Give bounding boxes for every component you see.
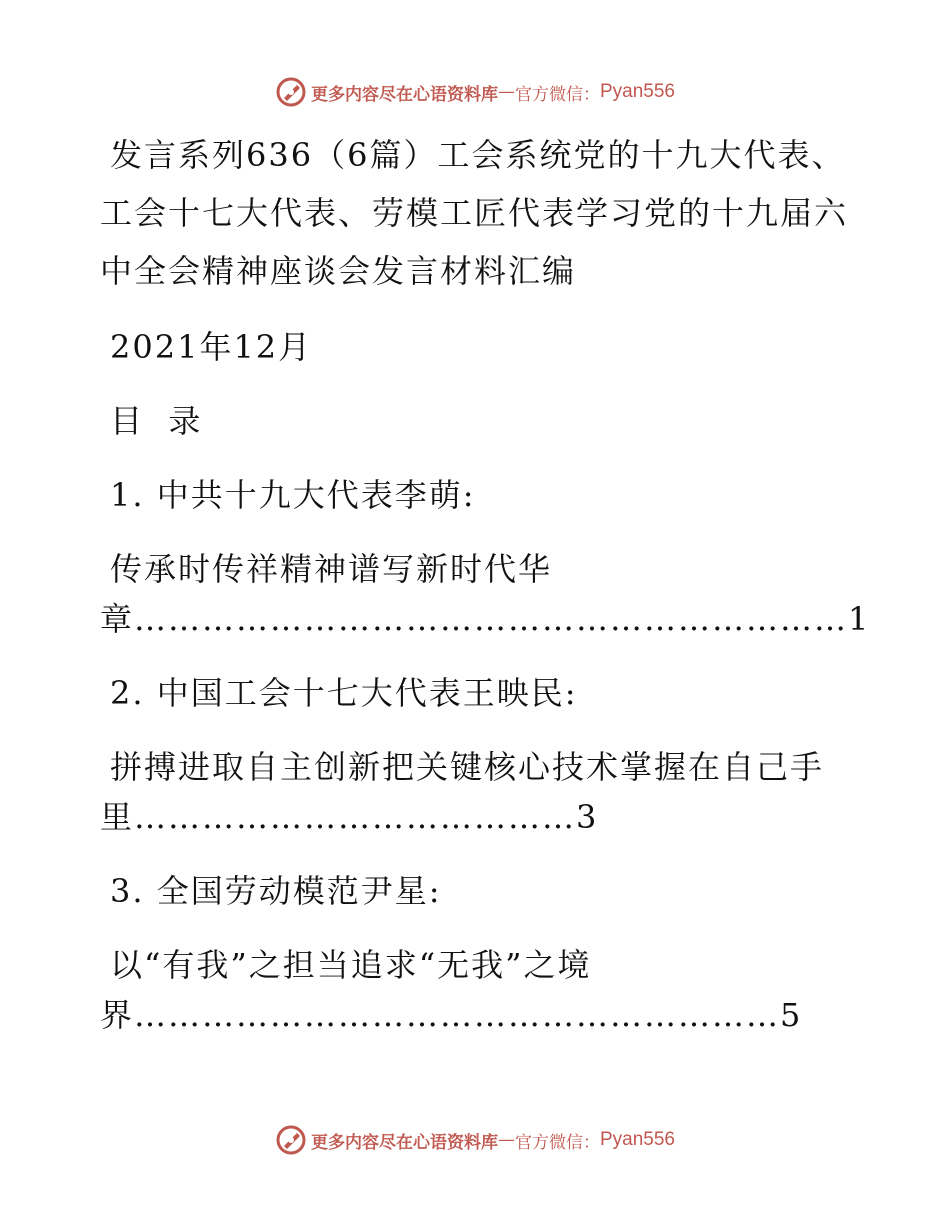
header-banner <box>0 72 950 112</box>
banner-wechat-id: Pyan556 <box>599 1129 675 1150</box>
toc-entry <box>100 470 871 644</box>
toc-leader-dots: ……………………………………………………… <box>134 600 849 638</box>
banner-wechat-label: 官方微信： <box>514 1132 600 1153</box>
toc-page-number: 5 <box>780 996 803 1034</box>
document-title: 发言系列636（6篇）工会系统党的十九大代表、工会十七大代表、劳模工匠代表学习党的十九届六中全会精神座谈会发言材料汇编 <box>100 136 849 290</box>
banner-slogan: 更多内容尽在心语资料库 <box>310 1132 498 1153</box>
banner-slogan: 更多内容尽在心语资料库 <box>310 84 498 105</box>
toc-heading: 目 录 <box>110 402 203 440</box>
toc-entry-title-end <box>100 990 860 1040</box>
toc-entry-title: 传承时传祥精神谱写新时代华 <box>110 550 553 588</box>
footer-banner <box>0 1120 950 1160</box>
banner-wechat-label: 官方微信： <box>514 84 600 105</box>
toc-entry-title-tail: 章 <box>100 600 135 638</box>
toc-page-number: 3 <box>576 798 599 836</box>
toc-leader-dots: ………………………………………………… <box>134 996 781 1034</box>
brand-logo-icon <box>275 1124 307 1156</box>
banner-dash: — <box>497 1130 515 1150</box>
document-date: 2021年12月 <box>110 328 313 366</box>
toc-leader-dots: ………………………………… <box>134 798 577 836</box>
toc-entry-title-end <box>100 594 871 644</box>
toc-entry <box>100 668 860 842</box>
banner-wechat-id: Pyan556 <box>599 81 675 102</box>
toc-entry <box>100 866 860 1040</box>
brand-logo-icon <box>275 76 307 108</box>
toc-entry-title-tail: 界 <box>100 996 135 1034</box>
toc-entry-speaker: 1. 中共十九大代表李萌: <box>110 476 476 514</box>
toc-page-number: 1 <box>848 600 871 638</box>
toc-entry-title-tail: 里 <box>100 798 135 836</box>
toc-entry-title: 以“有我”之担当追求“无我”之境 <box>110 946 592 984</box>
toc-entry-title-end <box>100 792 860 842</box>
toc-entry-speaker: 3. 全国劳动模范尹星: <box>110 872 442 910</box>
document-body <box>100 126 871 1040</box>
toc-entry-title: 拼搏进取自主创新把关键核心技术掌握在自己手 <box>110 748 825 786</box>
banner-dash: — <box>497 82 515 102</box>
toc-entry-speaker: 2. 中国工会十七大代表王映民: <box>110 674 578 712</box>
